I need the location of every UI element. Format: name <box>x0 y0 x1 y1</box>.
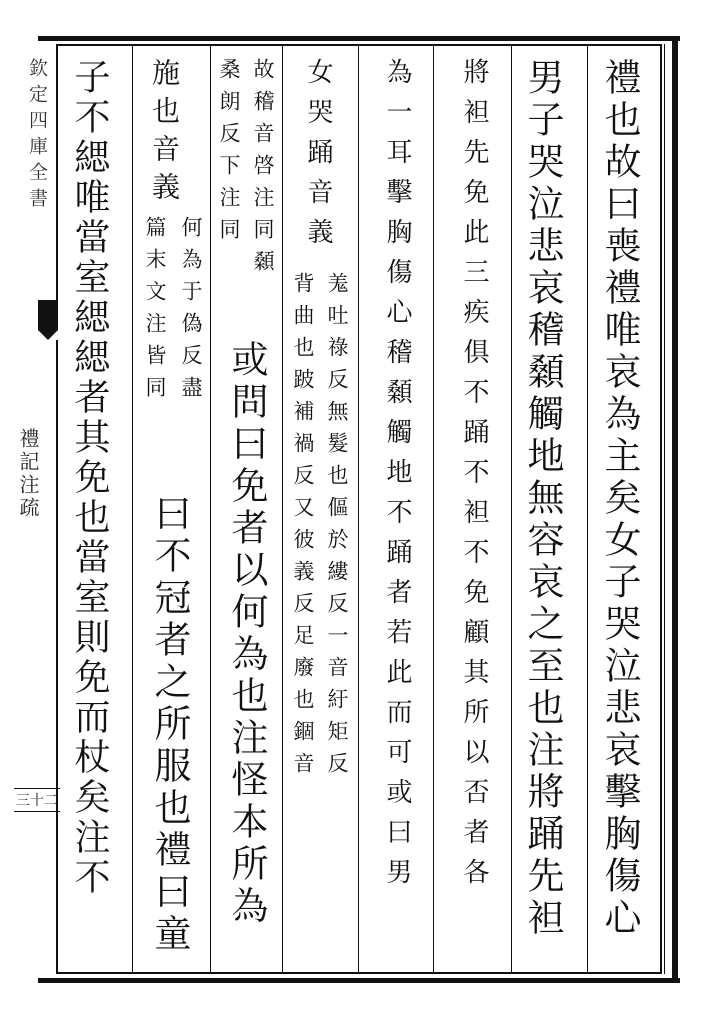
text-column-5: 女哭踊音義 <box>303 58 333 258</box>
page-number: 三十二 <box>14 788 60 812</box>
text-column-4: 為一耳擊胸傷心稽顙觸地不踊者若此而可或曰男 <box>382 58 412 898</box>
text-column-8: 曰不冠者之所服也禮曰童 <box>148 494 191 956</box>
annotation-column: 羗吐祿反無髮也傴於縷反一音紆矩反 <box>325 272 349 784</box>
column-rule <box>511 44 512 974</box>
right-inner-rule <box>664 44 665 974</box>
text-frame <box>56 44 662 974</box>
annotation-column: 桑朗反下注同 <box>217 58 241 250</box>
column-rule <box>282 44 283 974</box>
column-rule <box>358 44 359 974</box>
text-column-7: 施也音義 <box>148 58 181 210</box>
text-column-3: 將袒先免此三疾俱不踊不袒不免顧其所以否者各 <box>459 58 489 898</box>
column-rule <box>210 44 211 974</box>
text-column-9: 子不緦唯當室緦緦者其免也當室則免而杖矣注不 <box>69 58 110 898</box>
header-banner: 欽定四庫全書 <box>26 58 48 214</box>
column-rule <box>132 44 133 974</box>
text-column-6: 或問曰免者以何為也注怪本所為 <box>225 340 268 928</box>
annotation-column: 故稽音啓注同顙 <box>251 58 275 282</box>
text-column-1: 禮也故曰喪禮唯哀為主矣女子哭泣悲哀擊胸傷心 <box>598 58 641 940</box>
annotation-column: 篇末文注皆同 <box>143 216 167 408</box>
annotation-column: 背曲也跛補禍反又彼義反足廢也錮音 <box>291 272 315 784</box>
top-border <box>38 36 680 41</box>
column-rule <box>587 44 588 974</box>
right-border <box>672 36 678 983</box>
fishtail-ornament <box>38 300 58 340</box>
annotation-column: 何為于偽反盡 <box>179 216 203 408</box>
bottom-border <box>38 978 680 983</box>
column-rule <box>433 44 434 974</box>
book-title: 禮記注疏 <box>16 428 40 520</box>
text-column-2: 男子哭泣悲哀稽顙觸地無容哀之至也注將踊先袒 <box>521 58 564 940</box>
